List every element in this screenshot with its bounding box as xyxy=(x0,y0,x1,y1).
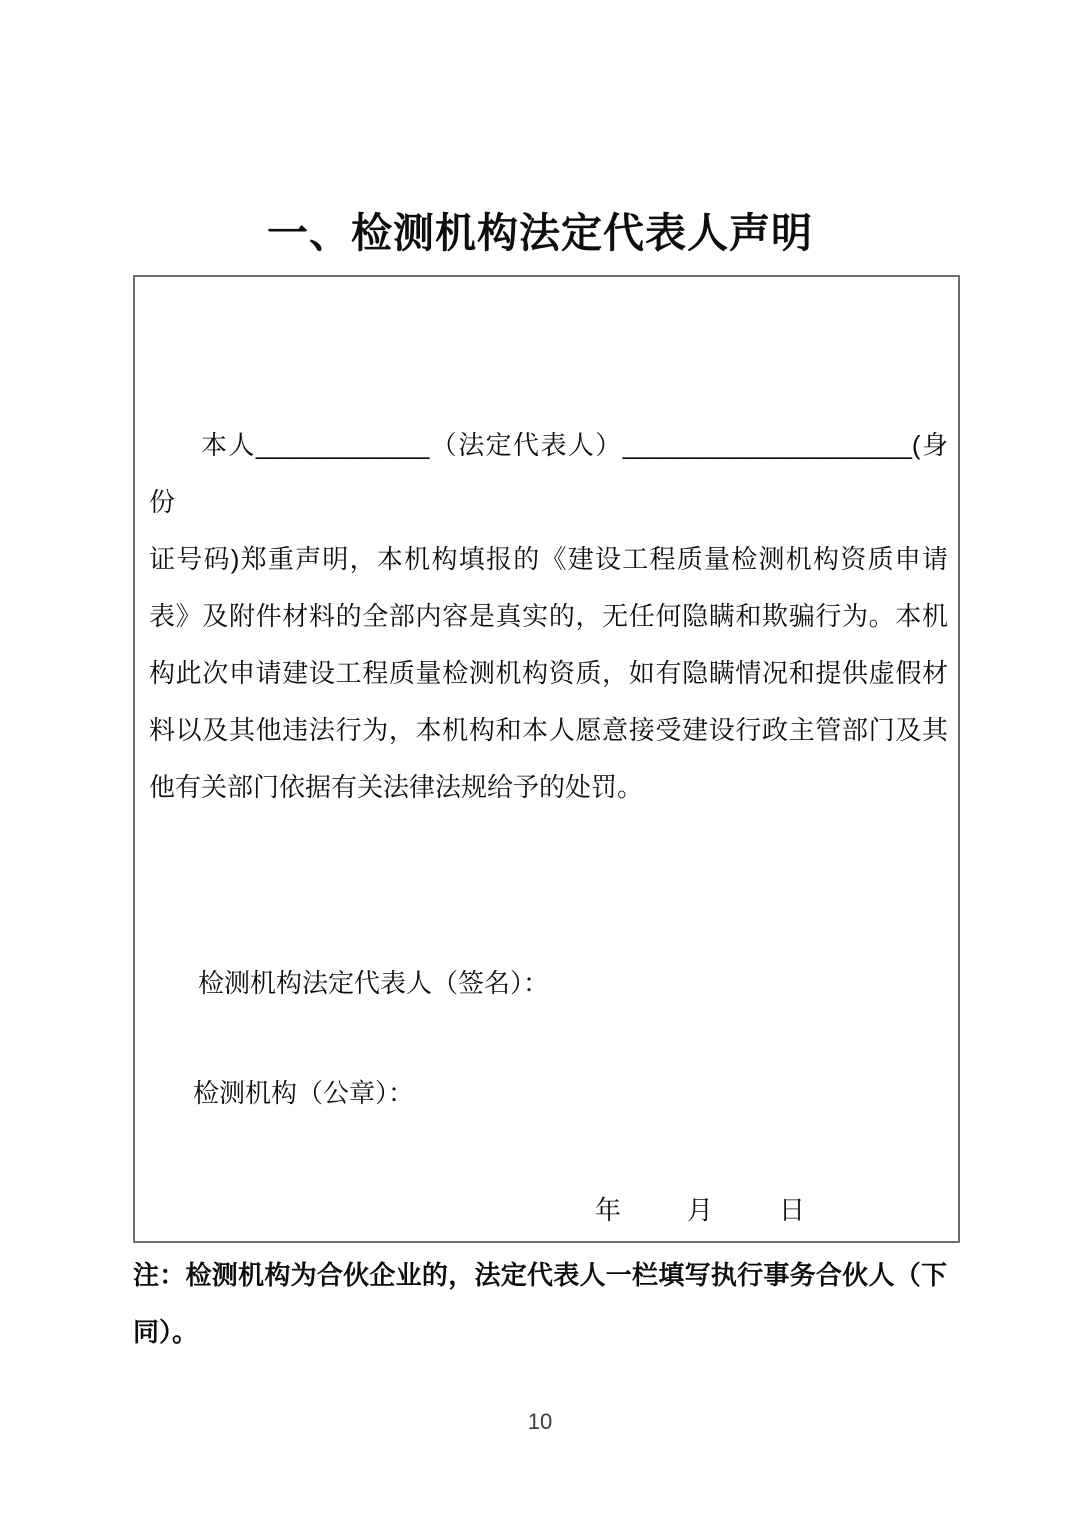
declaration-line: 表》及附件材料的全部内容是真实的，无任何隐瞒和欺骗行为。本机 xyxy=(149,601,948,631)
date-day-label: 日 xyxy=(779,1195,806,1225)
seal-label: 检测机构（公章）： xyxy=(193,1078,415,1108)
declaration-line: 本人____________（法定代表人）____________________(身份 xyxy=(149,430,948,517)
declaration-box xyxy=(133,275,960,1243)
declaration-line: 料以及其他违法行为，本机构和本人愿意接受建设行政主管部门及其 xyxy=(149,715,948,745)
date-month-label: 月 xyxy=(687,1195,714,1225)
declaration-paragraph xyxy=(149,417,948,816)
declaration-line: 构此次申请建设工程质量检测机构资质，如有隐瞒情况和提供虚假材 xyxy=(149,658,948,688)
declaration-line: 他有关部门依据有关法律法规给予的处罚。 xyxy=(149,772,644,802)
note xyxy=(133,1247,947,1361)
note-line: 同）。 xyxy=(133,1317,199,1347)
page-title: 一、检测机构法定代表人声明 xyxy=(267,210,813,256)
declaration-line: 证号码)郑重声明，本机构填报的《建设工程质量检测机构资质申请 xyxy=(149,544,948,574)
date-line xyxy=(149,1190,948,1230)
date-year-label: 年 xyxy=(595,1195,622,1225)
note-line: 注：检测机构为合伙企业的，法定代表人一栏填写执行事务合伙人（下 xyxy=(133,1260,947,1290)
page-number: 10 xyxy=(527,1409,553,1434)
signature-label: 检测机构法定代表人（签名）： xyxy=(198,968,550,998)
